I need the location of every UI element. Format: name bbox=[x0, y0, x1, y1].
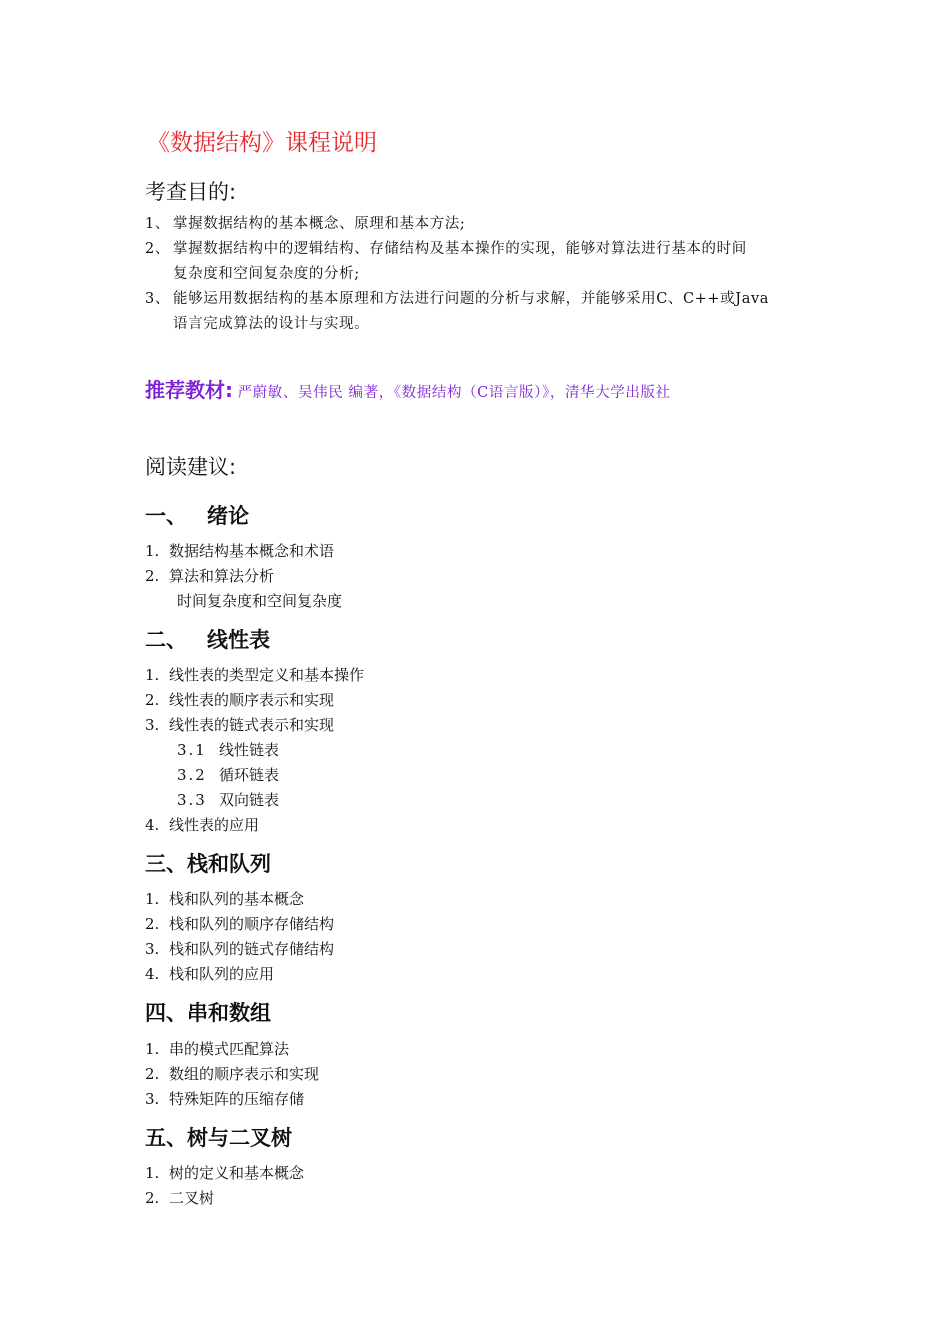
item-number: 3.1 bbox=[177, 741, 207, 759]
chapter-number: 二、 bbox=[145, 628, 187, 652]
sub-list-item bbox=[177, 789, 279, 810]
list-item bbox=[145, 1063, 319, 1084]
objectives-list bbox=[145, 212, 769, 337]
item-number: 2. bbox=[145, 1065, 160, 1083]
list-item bbox=[145, 814, 259, 835]
item-number: 3.3 bbox=[177, 791, 207, 809]
sub-list-item bbox=[177, 764, 279, 785]
textbook-text: 严蔚敏、吴伟民 编著，《数据结构（C语言版）》，清华大学出版社 bbox=[237, 385, 671, 401]
item-text: 特殊矩阵的压缩存储 bbox=[169, 1090, 305, 1108]
list-item bbox=[145, 689, 334, 710]
item-text: 线性表的顺序表示和实现 bbox=[169, 691, 335, 709]
item-text: 线性表的应用 bbox=[169, 816, 260, 834]
item-number: 4. bbox=[145, 965, 160, 983]
objective-text: 掌握数据结构中的逻辑结构、存储结构及基本操作的实现，能够对算法进行基本的时间 bbox=[173, 241, 747, 257]
item-number: 3. bbox=[145, 940, 160, 958]
chapter-title: 串和数组 bbox=[187, 1001, 271, 1025]
item-number: 2. bbox=[145, 1189, 160, 1207]
objective-item bbox=[145, 212, 769, 237]
item-number: 4. bbox=[145, 816, 160, 834]
item-text: 数据结构基本概念和术语 bbox=[169, 542, 335, 560]
item-text: 树的定义和基本概念 bbox=[169, 1164, 305, 1182]
item-text: 时间复杂度和空间复杂度 bbox=[177, 592, 343, 610]
item-text: 栈和队列的链式存储结构 bbox=[169, 940, 335, 958]
item-number: 2. bbox=[145, 567, 160, 585]
list-item bbox=[145, 1187, 214, 1208]
list-item bbox=[145, 714, 334, 735]
item-number: 3. bbox=[145, 716, 160, 734]
item-number: 1. bbox=[145, 666, 160, 684]
item-text: 串的模式匹配算法 bbox=[169, 1040, 290, 1058]
textbook-label: 推荐教材: bbox=[145, 378, 233, 402]
list-item bbox=[145, 1088, 304, 1109]
chapter-heading bbox=[145, 500, 249, 530]
chapter-title: 绪论 bbox=[207, 504, 249, 528]
chapter-number: 五、 bbox=[145, 1126, 187, 1150]
objective-number: 2、 bbox=[145, 241, 170, 257]
chapter-number: 三、 bbox=[145, 852, 187, 876]
list-item bbox=[145, 565, 274, 586]
objective-continuation: 语言完成算法的设计与实现。 bbox=[173, 316, 370, 332]
textbook-line bbox=[145, 374, 671, 403]
chapter-title: 树与二叉树 bbox=[187, 1126, 292, 1150]
item-number: 1. bbox=[145, 1164, 160, 1182]
item-text: 二叉树 bbox=[169, 1189, 215, 1207]
list-item bbox=[145, 938, 334, 959]
list-item bbox=[145, 1162, 304, 1183]
chapter-heading bbox=[145, 624, 270, 654]
item-text: 栈和队列的顺序存储结构 bbox=[169, 915, 335, 933]
list-item bbox=[145, 888, 304, 909]
chapter-heading bbox=[145, 1122, 292, 1152]
item-text: 线性链表 bbox=[219, 741, 280, 759]
item-number: 1. bbox=[145, 542, 160, 560]
chapter-heading bbox=[145, 997, 271, 1027]
list-item bbox=[145, 913, 334, 934]
list-item bbox=[145, 664, 364, 685]
objective-item bbox=[145, 237, 769, 262]
chapter-title: 栈和队列 bbox=[187, 852, 271, 876]
list-item bbox=[145, 963, 274, 984]
objective-item bbox=[145, 287, 769, 312]
page-title: 《数据结构》课程说明 bbox=[147, 130, 377, 156]
objectives-heading: 考查目的: bbox=[145, 180, 237, 204]
item-text: 线性表的链式表示和实现 bbox=[169, 716, 335, 734]
item-number: 1. bbox=[145, 890, 160, 908]
objective-text: 掌握数据结构的基本概念、原理和基本方法; bbox=[173, 216, 466, 232]
objective-continuation: 复杂度和空间复杂度的分析; bbox=[173, 266, 360, 282]
chapter-number: 一、 bbox=[145, 504, 187, 528]
item-number: 2. bbox=[145, 691, 160, 709]
item-number: 2. bbox=[145, 915, 160, 933]
item-text: 线性表的类型定义和基本操作 bbox=[169, 666, 365, 684]
chapter-number: 四、 bbox=[145, 1001, 187, 1025]
chapter-title: 线性表 bbox=[207, 628, 270, 652]
list-item bbox=[145, 540, 334, 561]
item-text: 栈和队列的应用 bbox=[169, 965, 275, 983]
item-text: 双向链表 bbox=[219, 791, 280, 809]
list-item bbox=[145, 1038, 289, 1059]
chapter-heading bbox=[145, 848, 271, 878]
item-number: 1. bbox=[145, 1040, 160, 1058]
item-text: 数组的顺序表示和实现 bbox=[169, 1065, 320, 1083]
objective-text: 能够运用数据结构的基本原理和方法进行问题的分析与求解，并能够采用C、C++或Java bbox=[173, 291, 769, 307]
item-text: 栈和队列的基本概念 bbox=[169, 890, 305, 908]
objective-number: 3、 bbox=[145, 291, 170, 307]
reading-heading: 阅读建议: bbox=[145, 455, 237, 479]
objective-number: 1、 bbox=[145, 216, 170, 232]
item-text: 循环链表 bbox=[219, 766, 280, 784]
item-number: 3.2 bbox=[177, 766, 207, 784]
sub-list-item bbox=[177, 739, 279, 760]
item-number: 3. bbox=[145, 1090, 160, 1108]
list-item bbox=[177, 590, 342, 611]
item-text: 算法和算法分析 bbox=[169, 567, 275, 585]
